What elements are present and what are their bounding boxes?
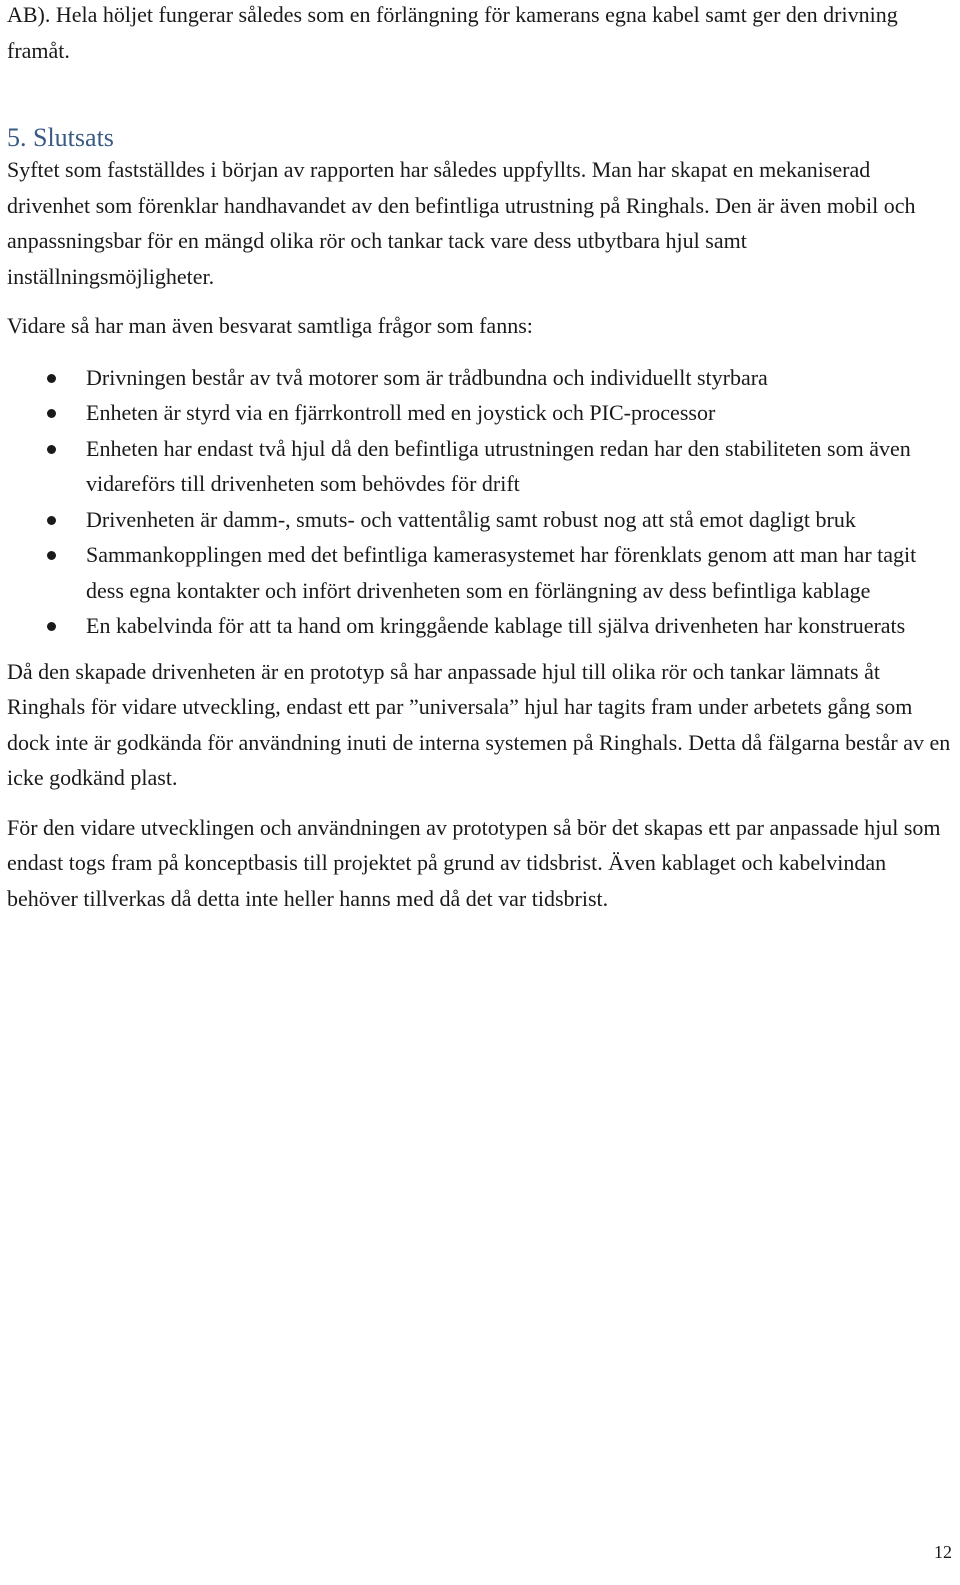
bullet-icon <box>47 622 56 631</box>
intro-paragraph: AB). Hela höljet fungerar således som en förlängning för kamerans egna kabel samt ger den drivning framåt. <box>7 2 898 63</box>
bullet-icon <box>47 409 56 418</box>
further-development-paragraph: För den vidare utvecklingen och användningen av prototypen så bör det skapas ett par anpassade hjul som endast togs fram på konceptbasis till projektet på grund av tidsbrist. Även kablaget och kabelvindan behöver tillverkas då detta inte heller hanns med då det var tidsbrist. <box>7 814 941 911</box>
list-item <box>7 608 953 644</box>
document-page <box>7 0 953 916</box>
bullet-icon <box>47 445 56 454</box>
bullet-icon <box>47 516 56 525</box>
list-item <box>7 431 953 502</box>
list-item-text: Sammankopplingen med det befintliga kamerasystemet har förenklats genom att man har tagit dess egna kontakter och infört drivenheten som en förlängning av dess befintliga kablage <box>86 542 917 603</box>
questions-intro-paragraph: Vidare så har man även besvarat samtliga frågor som fanns: <box>7 313 533 338</box>
page-number: 12 <box>934 1542 952 1562</box>
list-item <box>7 395 953 431</box>
bullet-icon <box>47 551 56 560</box>
list-item-text: En kabelvinda för att ta hand om kringgående kablage till själva drivenheten har konstruerats <box>86 613 906 638</box>
answers-list <box>7 360 953 644</box>
list-item <box>7 502 953 538</box>
list-item-text: Drivningen består av två motorer som är trådbundna och individuellt styrbara <box>86 364 768 390</box>
list-item-text: Drivenheten är damm-, smuts- och vattentålig samt robust nog att stå emot dagligt bruk <box>86 506 856 532</box>
conclusion-paragraph: Syftet som fastställdes i början av rapporten har således uppfyllts. Man har skapat en mekaniserad drivenhet som förenklar handhavandet av den befintliga utrustning på Ringhals. Den är även mobil och anpassningsbar för en mängd olika rör och tankar tack vare dess utbytbara hjul samt inställningsmöjligheter. <box>7 157 916 289</box>
list-item-text: Enheten är styrd via en fjärrkontroll med en joystick och PIC-processor <box>86 400 716 425</box>
list-item-text: Enheten har endast två hjul då den befintliga utrustningen redan har den stabiliteten som även vidareförs till drivenheten som behövdes för drift <box>86 435 911 496</box>
bullet-icon <box>47 374 56 383</box>
list-item <box>7 537 953 608</box>
section-heading: 5. Slutsats <box>7 123 114 152</box>
prototype-paragraph: Då den skapade drivenheten är en prototyp så har anpassade hjul till olika rör och tankar lämnats åt Ringhals för vidare utveckling, endast ett par ”universala” hjul har tagits fram under arbetets gång som dock inte är godkända för användning inuti de interna systemen på Ringhals. Detta då fälgarna består av en icke godkänd plast. <box>7 658 951 790</box>
list-item <box>7 360 953 396</box>
